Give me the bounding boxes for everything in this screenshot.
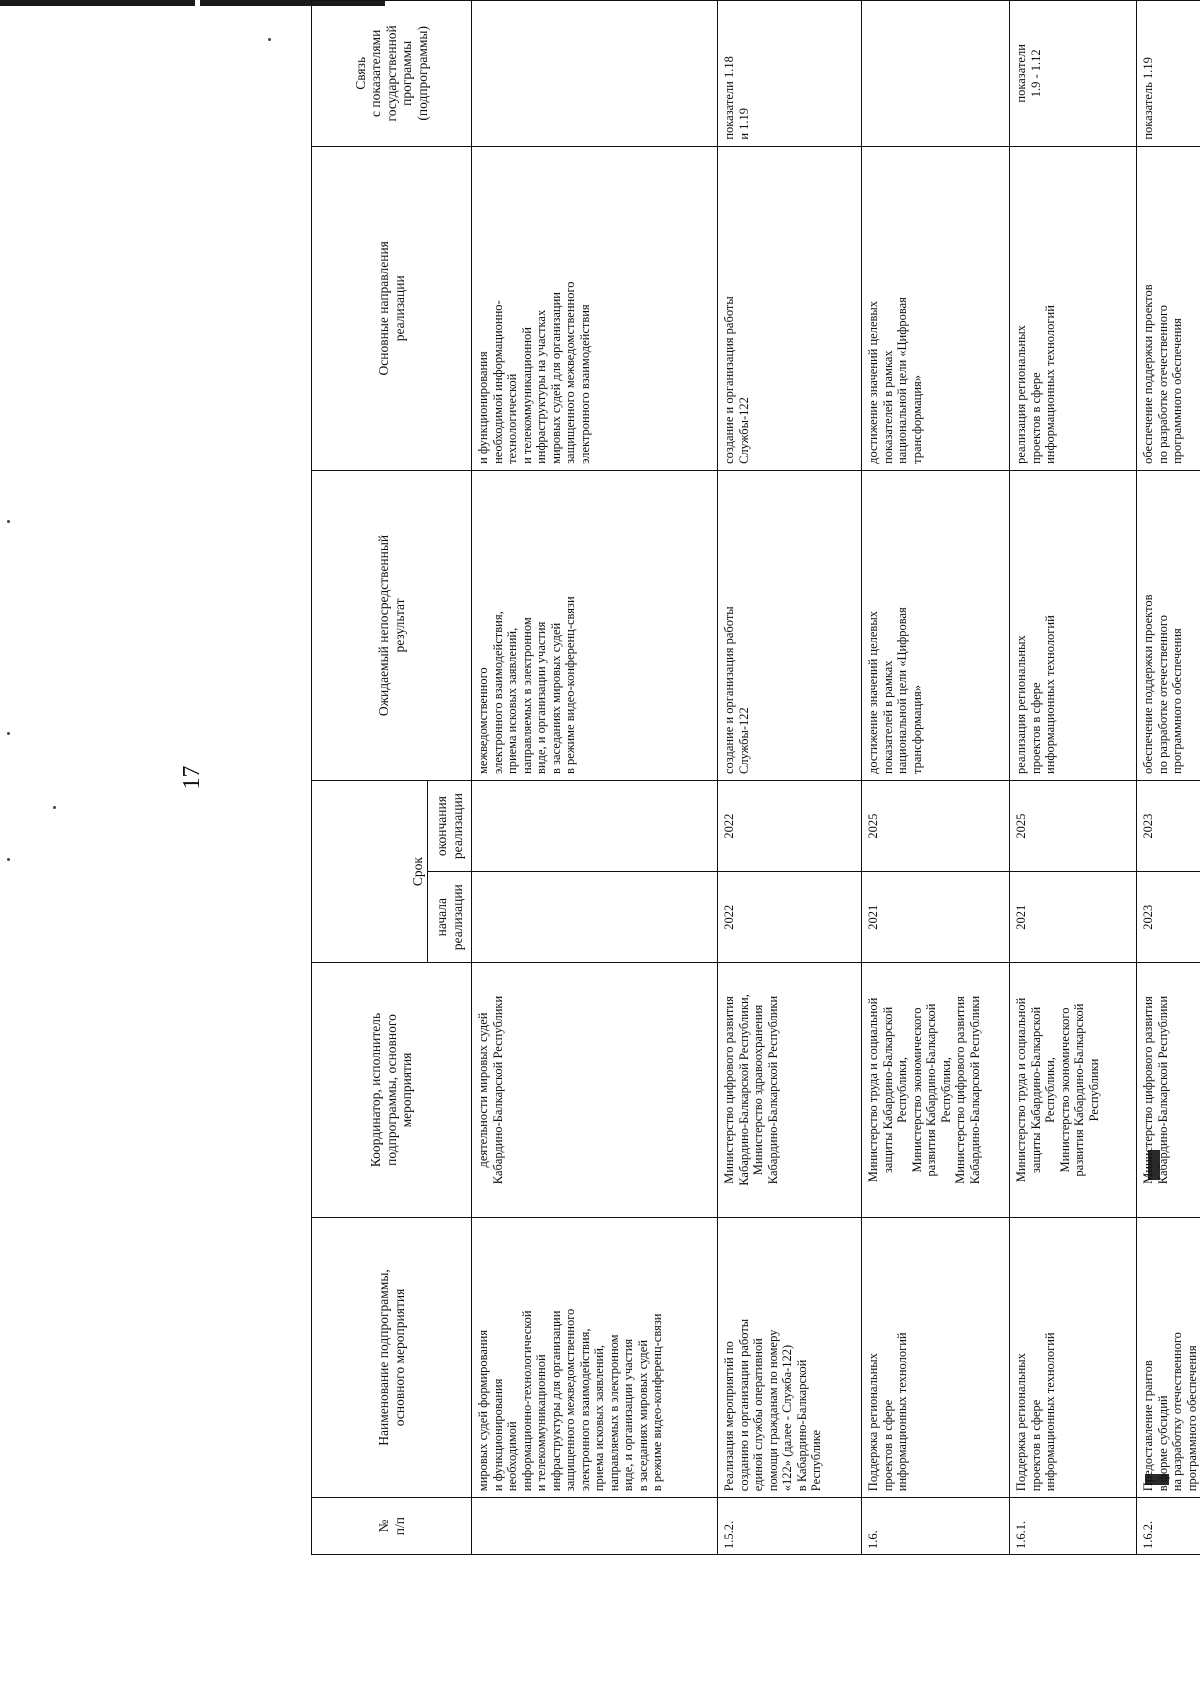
- scan-speck: [7, 732, 10, 735]
- row-result: межведомственного электронного взаимодействия, приема исковых заявлений, направляемых в электронном виде, и организации участия в заседаниях мировых судей в режиме видео-конференц-связи: [472, 470, 718, 780]
- row-directions: создание и организация работы Службы-122: [718, 146, 862, 470]
- header-result: Ожидаемый непосредственный результат: [312, 470, 472, 780]
- row-coordinator: Министерство труда и социальной защиты Кабардино-Балкарской Республики, Министерство экономического развития Кабардино-Балкарской Республики, Министерство цифрового развития Кабардино-Балкарской Республики: [862, 963, 1010, 1217]
- row-num: 1.6.: [862, 1498, 1010, 1555]
- row-num: [472, 1498, 718, 1555]
- row-start: 2021: [862, 872, 1010, 963]
- row-link: показатели 1.18 и 1.19: [718, 1, 862, 147]
- row-start: 2022: [718, 872, 862, 963]
- header-num: № п/п: [312, 1498, 472, 1555]
- header-directions: Основные направления реализации: [312, 146, 472, 470]
- row-num: 1.6.1.: [1010, 1498, 1137, 1555]
- row-coordinator: Министерство труда и социальной защиты Кабардино-Балкарской Республики, Министерство экономического развития Кабардино-Балкарской Республики: [1010, 963, 1137, 1217]
- row-result: создание и организация работы Службы-122: [718, 470, 862, 780]
- header-term: Срок: [312, 781, 428, 963]
- row-start: 2023: [1137, 872, 1200, 963]
- scan-top-mark-left: [0, 0, 195, 6]
- row-directions: реализация региональных проектов в сфере информационных технологий: [1010, 146, 1137, 470]
- row-result: обеспечение поддержки проектов по разработке отечественного программного обеспечения: [1137, 470, 1200, 780]
- row-name: Поддержка региональных проектов в сфере информационных технологий: [1010, 1217, 1137, 1497]
- program-table: [311, 0, 1200, 1555]
- row-name: Поддержка региональных проектов в сфере информационных технологий: [862, 1217, 1010, 1497]
- row-coordinator: Министерство цифрового развития Кабардино-Балкарской Республики: [1137, 963, 1200, 1217]
- row-end: 2025: [1010, 781, 1137, 872]
- header-link: Связь с показателями государственной программы (подпрограммы): [312, 1, 472, 147]
- row-link: [862, 1, 1010, 147]
- row-result: реализация региональных проектов в сфере информационных технологий: [1010, 470, 1137, 780]
- header-term-start: начала реализации: [428, 872, 472, 963]
- page-number: 17: [179, 765, 205, 790]
- table-row: [718, 1, 862, 1555]
- table-row: [472, 1, 718, 1555]
- header-coordinator: Координатор, исполнитель подпрограммы, основного мероприятия: [312, 963, 472, 1217]
- row-coordinator: деятельности мировых судей Кабардино-Балкарской Республики: [472, 963, 718, 1217]
- scan-speck: [7, 858, 10, 861]
- scan-speck: [53, 806, 56, 809]
- header-term-end: окончания реализации: [428, 781, 472, 872]
- row-coordinator: Министерство цифрового развития Кабардино-Балкарской Республики, Министерство здравоохранения Кабардино-Балкарской Республики: [718, 963, 862, 1217]
- table-row: [862, 1, 1010, 1555]
- row-name: Предоставление грантов в форме субсидий на разработку отечественного программного обеспечения: [1137, 1217, 1200, 1497]
- row-num: 1.5.2.: [718, 1498, 862, 1555]
- row-link: показатели 1.9 - 1.12: [1010, 1, 1137, 147]
- row-name: Реализация мероприятий по созданию и организации работы единой службы оперативной помощи гражданам по номеру «122» (далее - Служба-122) в Кабардино-Балкарской Республике: [718, 1217, 862, 1497]
- table-row: [1010, 1, 1137, 1555]
- header-name: Наименование подпрограммы, основного мероприятия: [312, 1217, 472, 1497]
- row-end: 2025: [862, 781, 1010, 872]
- row-directions: обеспечение поддержки проектов по разработке отечественного программного обеспечения: [1137, 146, 1200, 470]
- rotated-page: [179, 0, 1199, 1555]
- row-num: 1.6.2.: [1137, 1498, 1200, 1555]
- row-start: [472, 872, 718, 963]
- row-link: показатель 1.19: [1137, 1, 1200, 147]
- row-start: 2021: [1010, 872, 1137, 963]
- row-directions: и функционирования необходимой информационно- технологической и телекоммуникационной инфраструктуры на участках мировых судей для организации защищенного межведомственного электронного взаимодействия: [472, 146, 718, 470]
- row-directions: достижение значений целевых показателей в рамках национальной цели «Цифровая трансформация»: [862, 146, 1010, 470]
- row-end: 2022: [718, 781, 862, 872]
- row-name: мировых судей формирования и функционирования необходимой информационно-технологической и телекоммуникационной инфраструктуры для организации защищенного межведомственного электронного взаимодействия, приема исковых заявлений, направляемых в электронном виде, и организации участия в заседаниях мировых судей в режиме видео-конференц-связи: [472, 1217, 718, 1497]
- row-end: [472, 781, 718, 872]
- row-link: [472, 1, 718, 147]
- row-result: достижение значений целевых показателей в рамках национальной цели «Цифровая трансформация»: [862, 470, 1010, 780]
- row-end: 2023: [1137, 781, 1200, 872]
- table-row: [1137, 1, 1200, 1555]
- scan-speck: [7, 520, 10, 523]
